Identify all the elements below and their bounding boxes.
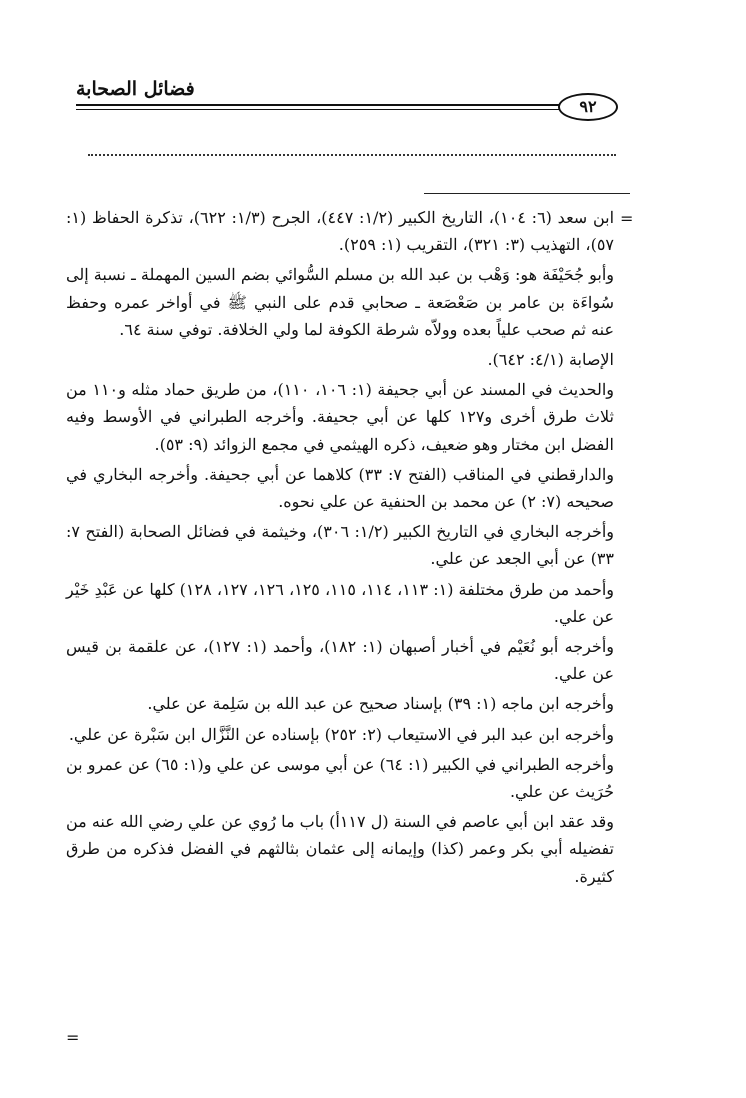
continuation-mark-top: = — [620, 209, 634, 228]
footnote-paragraph: والحديث في المسند عن أبي جحيفة (١: ١٠٦، ١١٠)، من طريق حماد مثله و١١٠ من ثلاث طرق أخرى و١٢٧ كلها عن أبي جحيفة. وأخرجه الطبراني في الأوسط وفيه الفضل ابن مختار وهو ضعيف، ذكره الهيثمي في مجمع الزوائد (٩: ٥٣). — [66, 380, 615, 454]
continuation-mark-bottom: = — [66, 1028, 80, 1047]
header-rule-thin — [76, 109, 564, 110]
header-rule-thick — [76, 104, 564, 106]
footnote-separator — [424, 193, 630, 194]
footnote-body — [66, 204, 614, 893]
footnote-paragraph: وأخرجه البخاري في التاريخ الكبير (١/٢: ٣٠٦)، وخيثمة في فضائل الصحابة (الفتح ٧: ٣٣) عن أبي الجعد عن علي. — [66, 522, 615, 569]
footnote-paragraph: والدارقطني في المناقب (الفتح ٧: ٣٣) كلاهما عن أبي جحيفة. وأخرجه البخاري في صحيحه (٧: ٢) عن محمد بن الحنفية عن علي نحوه. — [66, 464, 615, 512]
footnote-paragraph: ابن سعد (٦: ١٠٤)، التاريخ الكبير (١/٢: ٤٤٧)، الجرح (١/٣: ٦٢٢)، تذكرة الحفاظ (١: ٥٧)، التهذيب (٣: ٣٢١)، التقريب (١: ٢٥٩). — [66, 208, 615, 255]
running-title: فضائل الصحابة — [76, 78, 195, 100]
footnote-paragraph: وأخرجه ابن عبد البر في الاستيعاب (٢: ٢٥٢) بإسناده عن النَّزَّال ابن سَبْرة عن علي. — [68, 724, 614, 744]
footnote-paragraph: وأخرجه ابن ماجه (١: ٣٩) بإسناد صحيح عن عبد الله بن سَلِمة عن علي. — [147, 694, 614, 714]
footnote-paragraph: وأبو جُحَيْفَة هو: وَهْب بن عبد الله بن مسلم السُّوائي بضم السين المهملة ـ نسبة إلى سُواءَة بن عامر بن صَعْصَعة ـ صحابي قدم على النبي ﷺ في أواخر عمره وحفظ عنه ثم صحب علياً بعده وولاّه شرطة الكوفة لما ولي الخلافة. توفي سنة ٦٤. — [66, 265, 615, 339]
page-header — [76, 78, 618, 118]
footnote-paragraph: وأحمد من طرق مختلفة (١: ١١٣، ١١٤، ١١٥، ١٢٥، ١٢٦، ١٢٧، ١٢٨) كلها عن عَبْدِ خَيْر عن علي. — [66, 579, 615, 626]
footnote-paragraph: الإصابة (٤/١: ٦٤٢). — [487, 350, 614, 370]
dotted-divider — [88, 154, 616, 156]
page-number-badge: ٩٢ — [558, 93, 618, 121]
footnote-paragraph: وقد عقد ابن أبي عاصم في السنة (ل ١١٧أ) باب ما رُوي عن علي رضي الله عنه من تفضيله أبي بكر وعمر (كذا) وإيمانه إلى عثمان بثالثهم في الفضل فذكره من طرق كثيرة. — [66, 812, 615, 886]
footnote-paragraph: وأخرجه أبو نُعَيْم في أخبار أصبهان (١: ١٨٢)، وأحمد (١: ١٢٧)، عن علقمة بن قيس عن علي. — [66, 637, 614, 684]
footnote-paragraph: وأخرجه الطبراني في الكبير (١: ٦٤) عن أبي موسى عن علي و(١: ٦٥) عن عمرو بن حُرَيث عن علي. — [66, 754, 615, 802]
